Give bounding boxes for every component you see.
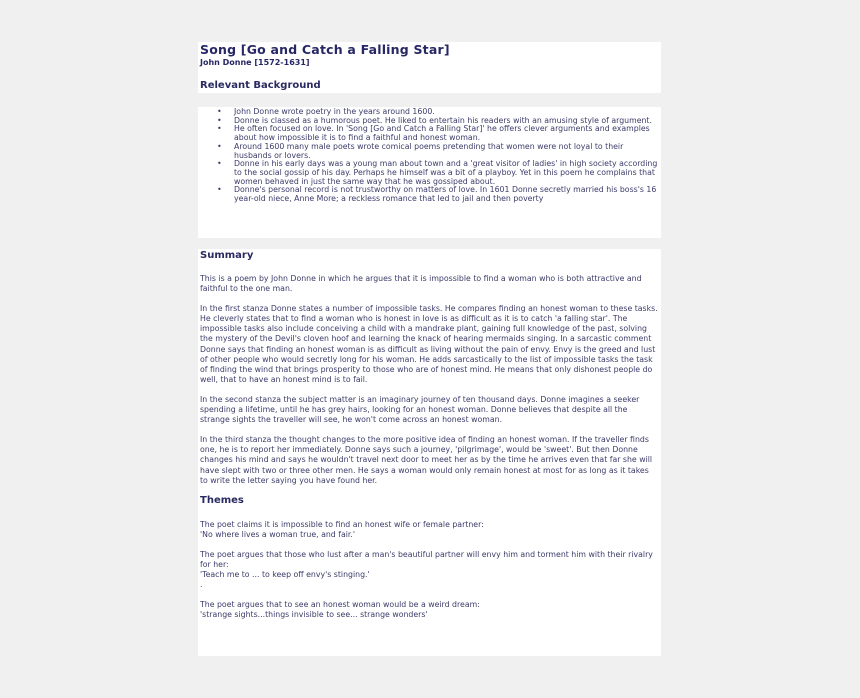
summary-block [198,249,661,656]
bullet-icon: • [217,159,222,169]
summary-paragraph: In the second stanza the subject matter is an imaginary journey of ten thousand days. Donne imagines a seeker spending a lifetime, until he has grey hairs, looking for an honest woman. Donne believes that despite all the strange sights the traveller will see, he won't come across an honest woman. [200,394,640,425]
theme-quote: 'No where lives a woman true, and fair.' [200,529,356,539]
bullet-icon: • [217,124,222,134]
heading-summary: Summary [200,250,254,261]
document-title: Song [Go and Catch a Falling Star] [200,42,450,57]
document-page [198,42,661,656]
background-bullets-block [198,107,661,238]
list-item: • Donne in his early days was a young man about town and a 'great visitor of ladies' in high society according to the social gossip of his day. Perhaps he himself was a bit of a playboy. Yet in this poem he complains that women behaved in just the same way that he was gossiped about. [217,159,658,186]
bullet-icon: • [217,185,222,195]
bullet-icon: • [217,107,222,116]
heading-relevant-background: Relevant Background [200,80,321,91]
theme-claim: The poet argues that those who lust after a man's beautiful partner will envy him and torment him with their rivalry for her: [200,549,653,569]
theme-quote: 'strange sights...things invisible to see... strange wonders' [200,610,428,620]
theme-claim: The poet argues that to see an honest woman would be a weird dream: [200,600,480,610]
bullet-icon: • [217,141,222,151]
list-item: • Around 1600 many male poets wrote comical poems pretending that women were not loyal to their husbands or lovers. [217,141,624,160]
background-list [198,108,661,204]
title-block [198,42,661,93]
summary-paragraph: In the third stanza the thought changes to the more positive idea of finding an honest woman. If the traveller finds one, he is to report her immediately. Donne says such a journey, 'pilgrimage', would be 'sweet'. But then Donne changes his mind and says he wouldn't travel next door to meet her as by the time he arrives even that far she will have slept with two or three other men. He says a woman would only remain honest at most for as long as it takes to write the letter saying you have found her. [200,435,653,485]
list-item: • Donne is classed as a humorous poet. He liked to entertain his readers with an amusing style of argument. [217,115,652,125]
bullet-icon: • [217,115,222,125]
theme-claim: The poet claims it is impossible to find an honest wife or female partner: [200,519,484,529]
theme-extra: . [200,580,203,590]
summary-paragraph: In the first stanza Donne states a number of impossible tasks. He compares finding an honest woman to these tasks. He cleverly states that to find a woman who is honest in love is as difficult as it is to catch 'a falling star'. The impossible tasks also include conceiving a child with a mandrake plant, gaining full knowledge of the past, solving the mystery of the Devil's cloven hoof and learning the knack of hearing mermaids singing. In a sarcastic comment Donne says that finding an honest woman is as difficult as living without the pain of envy. Envy is the greed and lust of other people who would secretly long for his woman. He adds sarcastically to the list of impossible tasks the task of finding the wind that brings prosperity to those who are of honest mind. He means that only dishonest people do well, that to have an honest mind is to fail. [200,304,658,384]
theme-quote: 'Teach me to ... to keep off envy's stinging.' [200,570,370,580]
list-item: • He often focused on love. In 'Song [Go and Catch a Falling Star]' he offers clever arguments and examples about how impossible it is to find a faithful and honest woman. [217,124,650,143]
list-item: • Donne's personal record is not trustworthy on matters of love. In 1601 Donne secretly married his boss's 16 year-old niece, Anne More; a reckless romance that led to jail and then poverty [217,185,657,204]
list-item: • John Donne wrote poetry in the years around 1600. [217,107,435,116]
heading-themes: Themes [200,494,244,506]
summary-paragraph: This is a poem by John Donne in which he argues that it is impossible to find a woman who is both attractive and faithful to the one man. [200,274,642,294]
document-author: John Donne [1572-1631] [200,58,310,67]
